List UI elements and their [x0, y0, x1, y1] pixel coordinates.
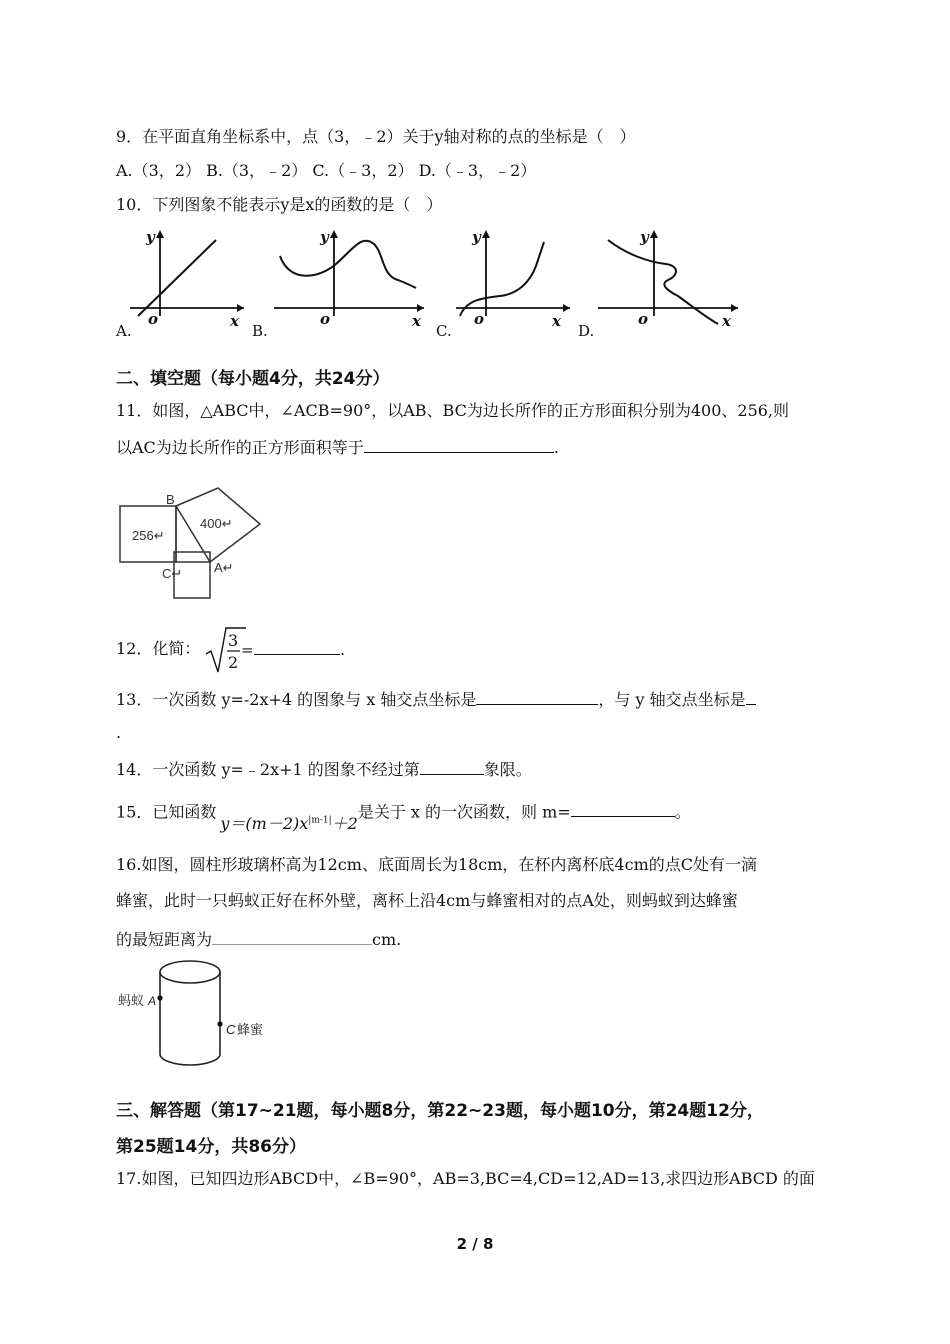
q15-formula — [216, 814, 357, 833]
graph-b-curve — [280, 241, 416, 288]
q13-mid: ，与 y 轴交点坐标是 — [598, 690, 746, 709]
q16-blank[interactable] — [212, 928, 372, 945]
q16-line3 — [116, 928, 401, 951]
q13-prefix: 13．一次函数 y=-2x+4 的图象与 x 轴交点坐标是 — [116, 690, 477, 709]
q10-graph-d — [594, 226, 744, 330]
label-256: 256↵ — [132, 528, 165, 543]
q16-line1: 16.如图，圆柱形玻璃杯高为12cm、底面周长为18cm，在杯内离杯底4cm的点C处有一滴 — [116, 855, 757, 874]
q15-suffix: 是关于 x 的一次函数，则 m= — [357, 802, 571, 822]
q15-formula-tail: ＋2 — [331, 814, 358, 834]
label-c: C — [226, 1022, 236, 1037]
q16-line3-prefix: 的最短距离为 — [116, 930, 213, 949]
origin-label: o — [474, 310, 485, 328]
q13-line — [116, 688, 756, 711]
x-label: x — [722, 312, 731, 330]
point-c — [217, 1021, 222, 1026]
x-label: x — [230, 312, 239, 330]
q12-prefix: 12．化简： — [116, 639, 201, 658]
origin-label: o — [148, 310, 159, 328]
q13-blank-x[interactable] — [476, 688, 598, 705]
q15-line — [116, 798, 691, 834]
y-label: y — [472, 228, 481, 246]
label-c: C↵ — [162, 566, 183, 581]
cylinder-top — [160, 961, 220, 983]
q10-option-a: A. — [116, 322, 132, 340]
x-arrow — [563, 304, 570, 312]
y-label: y — [146, 228, 155, 246]
q10-graph-a — [126, 226, 250, 330]
q15-formula-main: y＝(m－2)x — [220, 814, 309, 834]
q16-line3-suffix: cm. — [372, 930, 402, 949]
point-a — [157, 995, 162, 1000]
graph-a-curve — [138, 240, 216, 316]
label-400: 400↵ — [200, 516, 233, 531]
q13-cont: . — [116, 723, 122, 742]
graph-c-curve — [460, 242, 544, 316]
label-b: B — [166, 492, 175, 507]
label-honey: 蜂蜜 — [237, 1022, 264, 1037]
origin-label: o — [638, 310, 649, 328]
page-number: 2 / 8 — [456, 1235, 494, 1253]
q12-equals: = — [241, 641, 254, 659]
q12-answer — [254, 638, 345, 661]
q11-line2-end: . — [553, 438, 559, 457]
radical-sign — [206, 628, 246, 672]
q15-blank[interactable] — [571, 800, 675, 817]
section-3-heading-line1: 三、解答题（第17~21题，每小题8分，第22~23题，每小题10分，第24题12分， — [116, 1101, 764, 1121]
q11-line2-text: 以AC为边长所作的正方形面积等于 — [116, 438, 364, 457]
q9-stem: 9．在平面直角坐标系中，点（3，﹣2）关于y轴对称的点的坐标是（ ） — [116, 127, 636, 146]
q12-answer-blank[interactable] — [254, 638, 340, 655]
q15-formula-exp: |m-1| — [308, 816, 332, 826]
y-arrow — [330, 230, 338, 238]
q10-graph-b — [270, 226, 430, 330]
q15-prefix: 15．已知函数 — [116, 802, 217, 822]
q12-denominator: 2 — [228, 653, 239, 672]
graph-d-curve — [608, 240, 718, 324]
q10-option-c: C. — [436, 322, 452, 340]
y-arrow — [482, 230, 490, 238]
q14-blank[interactable] — [420, 758, 484, 775]
q15-end: 。 — [674, 802, 691, 822]
y-arrow — [650, 230, 658, 238]
section-2-heading: 二、填空题（每小题4分，共24分） — [116, 369, 390, 389]
section-3-heading-line2: 第25题14分，共86分） — [116, 1137, 306, 1157]
q12-numerator: 3 — [228, 631, 239, 650]
origin-label: o — [320, 310, 331, 328]
y-label: y — [320, 228, 329, 246]
q10-graph-c — [452, 226, 576, 330]
label-ant: 蚂蚁 — [118, 993, 145, 1008]
q16-line2: 蜂蜜，此时一只蚂蚁正好在杯外壁，离杯上沿4cm与蜂蜜相对的点A处，则蚂蚁到达蜂蜜 — [116, 891, 738, 910]
q13-blank-y[interactable] — [746, 688, 756, 705]
x-label: x — [552, 312, 561, 330]
x-label: x — [412, 312, 421, 330]
q9-options: A.（3，2） B.（3，﹣2） C.（﹣3，2） D.（﹣3，﹣2） — [116, 161, 537, 180]
q10-stem: 10．下列图象不能表示y是x的函数的是（ ） — [116, 195, 443, 214]
q12-end: . — [340, 640, 346, 659]
q11-line1: 11．如图，△ABC中，∠ACB=90°，以AB、BC为边长所作的正方形面积分别为400、256,则 — [116, 401, 790, 420]
q11-line2 — [116, 436, 559, 459]
q11-figure — [118, 486, 268, 602]
q12-sqrt — [204, 624, 256, 676]
q11-answer-blank[interactable] — [364, 436, 554, 453]
q10-option-b: B. — [252, 322, 268, 340]
label-a: A↵ — [214, 560, 234, 575]
q14-suffix: 象限。 — [483, 760, 532, 779]
x-arrow — [417, 304, 424, 312]
cylinder-bottom — [160, 1054, 220, 1065]
x-arrow — [237, 304, 244, 312]
q14-line — [116, 758, 532, 781]
x-arrow — [731, 304, 738, 312]
q10-option-d: D. — [578, 322, 595, 340]
q16-cylinder-figure — [116, 958, 296, 1070]
q17-line1: 17.如图，已知四边形ABCD中，∠B=90°，AB=3,BC=4,CD=12,AD=13,求四边形ABCD 的面 — [116, 1169, 815, 1188]
q14-prefix: 14．一次函数 y=﹣2x+1 的图象不经过第 — [116, 760, 420, 779]
label-a: A — [148, 994, 157, 1008]
y-arrow — [156, 230, 164, 238]
y-label: y — [640, 228, 649, 246]
